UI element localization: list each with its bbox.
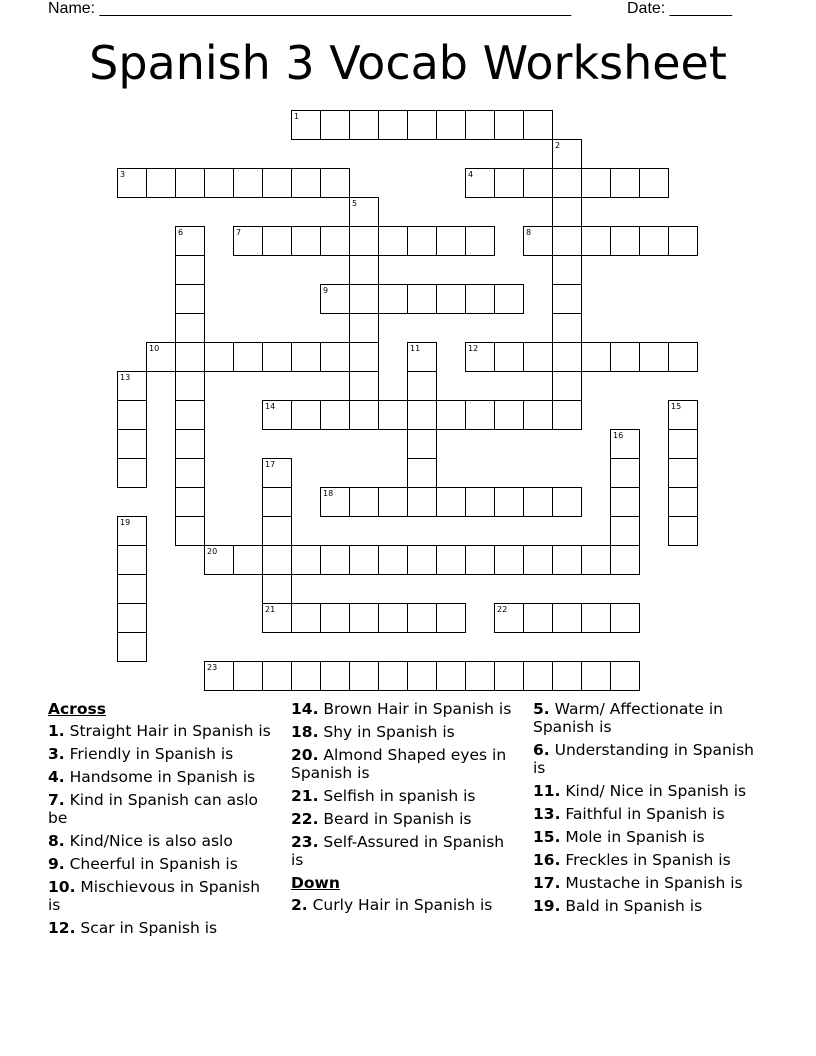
clue-number-label: 10. [48,878,76,896]
grid-cell[interactable] [552,255,582,285]
grid-cell[interactable] [407,458,437,488]
clue-number-label: 9. [48,855,65,873]
grid-cell[interactable] [552,400,582,430]
clue-item [291,723,516,741]
grid-cell[interactable] [349,197,379,227]
grid-cell[interactable] [407,545,437,575]
clue-number-label: 8. [48,832,65,850]
grid-cell[interactable] [204,168,234,198]
grid-cell[interactable] [117,632,147,662]
clue-number: 2 [555,141,561,150]
grid-cell[interactable] [233,168,263,198]
grid-cell[interactable] [494,545,524,575]
grid-cell[interactable] [233,545,263,575]
grid-cell[interactable] [465,168,495,198]
clue-number: 19 [120,518,131,527]
clue-number: 1 [294,112,300,121]
grid-cell[interactable] [349,226,379,256]
clue-text: Selfish in spanish is [318,787,476,805]
name-field[interactable]: Name: _____________________________________________________ [48,0,572,17]
grid-cell[interactable] [262,545,292,575]
clue-number: 11 [410,344,421,353]
clue-text: Handsome in Spanish is [64,768,256,786]
grid-cell[interactable] [581,545,611,575]
grid-cell[interactable] [407,110,437,140]
grid-cell[interactable] [581,603,611,633]
grid-cell[interactable] [465,226,495,256]
clue-number: 10 [149,344,160,353]
clue-text: Self-Assured in Spanish is [291,833,505,869]
grid-cell[interactable] [320,342,350,372]
grid-cell[interactable] [204,342,234,372]
grid-cell[interactable] [349,313,379,343]
grid-cell[interactable] [320,226,350,256]
clue-item [533,828,768,846]
grid-cell[interactable] [378,661,408,691]
grid-cell[interactable] [581,661,611,691]
clue-item [48,722,273,740]
grid-cell[interactable] [175,313,205,343]
clue-number: 5 [352,199,358,208]
grid-cell[interactable] [610,168,640,198]
grid-cell[interactable] [117,574,147,604]
grid-cell[interactable] [407,603,437,633]
grid-cell[interactable] [436,603,466,633]
clue-number: 20 [207,547,218,556]
grid-cell[interactable] [320,168,350,198]
clue-text: Faithful in Spanish is [560,805,725,823]
clue-text: Almond Shaped eyes in Spanish is [291,746,507,782]
clue-item [48,832,273,850]
clue-number: 14 [265,402,276,411]
clue-text: Kind in Spanish can aslo be [48,791,258,827]
clue-text: Shy in Spanish is [318,723,455,741]
clue-number: 4 [468,170,474,179]
grid-cell[interactable] [407,284,437,314]
grid-cell[interactable] [291,342,321,372]
grid-cell[interactable] [465,487,495,517]
clue-number-label: 1. [48,722,65,740]
clue-item [48,768,273,786]
grid-cell[interactable] [262,226,292,256]
grid-cell[interactable] [552,197,582,227]
grid-cell[interactable] [262,458,292,488]
grid-cell[interactable] [262,516,292,546]
grid-cell[interactable] [262,168,292,198]
clue-item [291,700,516,718]
grid-cell[interactable] [349,371,379,401]
grid-cell[interactable] [175,400,205,430]
grid-cell[interactable] [610,226,640,256]
grid-cell[interactable] [436,661,466,691]
clue-item [48,878,273,914]
grid-cell[interactable] [407,342,437,372]
grid-cell[interactable] [233,342,263,372]
clue-text: Freckles in Spanish is [560,851,731,869]
grid-cell[interactable] [291,110,321,140]
grid-cell[interactable] [146,342,176,372]
clue-item [533,851,768,869]
grid-cell[interactable] [378,284,408,314]
grid-cell[interactable] [494,284,524,314]
grid-cell[interactable] [349,255,379,285]
grid-cell[interactable] [378,545,408,575]
grid-cell[interactable] [639,168,669,198]
grid-cell[interactable] [668,400,698,430]
grid-cell[interactable] [349,400,379,430]
grid-cell[interactable] [581,168,611,198]
grid-cell[interactable] [117,458,147,488]
grid-cell[interactable] [523,168,553,198]
grid-cell[interactable] [668,342,698,372]
grid-cell[interactable] [465,400,495,430]
grid-cell[interactable] [610,603,640,633]
clue-item [533,874,768,892]
grid-cell[interactable] [523,545,553,575]
grid-cell[interactable] [436,545,466,575]
clue-item [533,897,768,915]
clue-text: Scar in Spanish is [75,919,218,937]
grid-cell[interactable] [175,429,205,459]
grid-cell[interactable] [175,226,205,256]
grid-cell[interactable] [117,168,147,198]
clue-text: Mustache in Spanish is [560,874,743,892]
grid-cell[interactable] [465,342,495,372]
clue-item [48,791,273,827]
clue-number: 13 [120,373,131,382]
clue-text: Kind/Nice is also aslo [64,832,233,850]
grid-cell[interactable] [436,226,466,256]
grid-cell[interactable] [523,661,553,691]
clue-item [48,855,273,873]
clue-item [291,810,516,828]
grid-cell[interactable] [465,545,495,575]
clue-column-2 [291,700,516,919]
grid-cell[interactable] [465,110,495,140]
grid-cell[interactable] [262,661,292,691]
grid-cell[interactable] [175,255,205,285]
grid-cell[interactable] [494,603,524,633]
grid-cell[interactable] [436,284,466,314]
grid-cell[interactable] [552,603,582,633]
grid-cell[interactable] [349,487,379,517]
clue-text: Curly Hair in Spanish is [307,896,493,914]
grid-cell[interactable] [291,661,321,691]
clue-text: Mole in Spanish is [560,828,705,846]
clue-number: 15 [671,402,682,411]
grid-cell[interactable] [320,284,350,314]
grid-cell[interactable] [349,284,379,314]
grid-cell[interactable] [552,661,582,691]
grid-cell[interactable] [552,139,582,169]
clue-item [291,833,516,869]
clue-item [533,782,768,800]
grid-cell[interactable] [668,226,698,256]
clue-item [533,741,768,777]
grid-cell[interactable] [117,603,147,633]
clue-text: Friendly in Spanish is [64,745,234,763]
clue-column-1 [48,700,273,942]
clue-text: Beard in Spanish is [318,810,472,828]
grid-cell[interactable] [320,545,350,575]
clue-number: 8 [526,228,532,237]
clue-number: 23 [207,663,218,672]
clue-number: 3 [120,170,126,179]
date-field[interactable]: Date: _______ [627,0,732,17]
grid-cell[interactable] [552,313,582,343]
grid-cell[interactable] [262,574,292,604]
grid-cell[interactable] [175,284,205,314]
clue-text: Mischievous in Spanish is [48,878,261,914]
clue-number-label: 16. [533,851,561,869]
grid-cell[interactable] [349,342,379,372]
grid-cell[interactable] [320,603,350,633]
clue-text: Understanding in Spanish is [533,741,755,777]
grid-cell[interactable] [262,603,292,633]
clue-number-label: 12. [48,919,76,937]
grid-cell[interactable] [668,429,698,459]
clue-number-label: 23. [291,833,319,851]
grid-cell[interactable] [262,342,292,372]
grid-cell[interactable] [668,516,698,546]
grid-cell[interactable] [436,487,466,517]
clue-text: Bald in Spanish is [560,897,703,915]
grid-cell[interactable] [552,284,582,314]
grid-cell[interactable] [581,342,611,372]
grid-cell[interactable] [523,400,553,430]
clue-number-label: 2. [291,896,308,914]
grid-cell[interactable] [436,110,466,140]
clue-text: Warm/ Affectionate in Spanish is [533,700,723,736]
clue-number-label: 19. [533,897,561,915]
grid-cell[interactable] [175,342,205,372]
grid-cell[interactable] [523,603,553,633]
grid-cell[interactable] [610,661,640,691]
grid-cell[interactable] [175,487,205,517]
grid-cell[interactable] [262,487,292,517]
clue-number: 7 [236,228,242,237]
clue-number: 6 [178,228,184,237]
clue-item [291,896,516,914]
grid-cell[interactable] [233,661,263,691]
grid-cell[interactable] [378,487,408,517]
clue-number: 18 [323,489,334,498]
clue-number-label: 14. [291,700,319,718]
clue-number: 12 [468,344,479,353]
clue-number-label: 11. [533,782,561,800]
clue-number: 9 [323,286,329,295]
across-heading: Across [48,700,106,718]
grid-cell[interactable] [552,226,582,256]
grid-cell[interactable] [117,400,147,430]
clue-number-label: 17. [533,874,561,892]
grid-cell[interactable] [291,400,321,430]
grid-cell[interactable] [407,429,437,459]
grid-cell[interactable] [494,661,524,691]
grid-cell[interactable] [523,110,553,140]
clue-number: 16 [613,431,624,440]
grid-cell[interactable] [175,458,205,488]
grid-cell[interactable] [378,226,408,256]
grid-cell[interactable] [639,226,669,256]
clue-number-label: 21. [291,787,319,805]
grid-cell[interactable] [523,226,553,256]
grid-cell[interactable] [610,458,640,488]
grid-cell[interactable] [146,168,176,198]
clue-number: 22 [497,605,508,614]
grid-cell[interactable] [378,603,408,633]
down-heading: Down [291,874,340,892]
grid-cell[interactable] [320,487,350,517]
clue-item [291,746,516,782]
grid-cell[interactable] [494,400,524,430]
grid-cell[interactable] [610,429,640,459]
grid-cell[interactable] [349,545,379,575]
clue-number-label: 6. [533,741,550,759]
clue-text: Kind/ Nice in Spanish is [560,782,747,800]
grid-cell[interactable] [552,487,582,517]
grid-cell[interactable] [639,342,669,372]
grid-cell[interactable] [581,226,611,256]
grid-cell[interactable] [610,516,640,546]
grid-cell[interactable] [291,603,321,633]
grid-cell[interactable] [291,226,321,256]
grid-cell[interactable] [523,342,553,372]
grid-cell[interactable] [117,371,147,401]
grid-cell[interactable] [117,516,147,546]
page-title: Spanish 3 Vocab Worksheet [89,36,727,90]
grid-cell[interactable] [668,458,698,488]
clue-number-label: 13. [533,805,561,823]
grid-cell[interactable] [349,603,379,633]
grid-cell[interactable] [291,168,321,198]
grid-cell[interactable] [320,110,350,140]
grid-cell[interactable] [233,226,263,256]
clue-number: 17 [265,460,276,469]
grid-cell[interactable] [552,371,582,401]
grid-cell[interactable] [175,168,205,198]
grid-cell[interactable] [610,487,640,517]
grid-cell[interactable] [494,168,524,198]
grid-cell[interactable] [407,661,437,691]
clue-column-3 [533,700,768,920]
clue-item [48,919,273,937]
clue-item [48,745,273,763]
grid-cell[interactable] [465,284,495,314]
clue-number-label: 7. [48,791,65,809]
clue-number-label: 18. [291,723,319,741]
grid-cell[interactable] [523,487,553,517]
grid-cell[interactable] [436,400,466,430]
grid-cell[interactable] [117,545,147,575]
grid-cell[interactable] [320,400,350,430]
grid-cell[interactable] [204,661,234,691]
grid-cell[interactable] [494,110,524,140]
grid-cell[interactable] [349,110,379,140]
grid-cell[interactable] [175,371,205,401]
grid-cell[interactable] [378,400,408,430]
clue-item [291,787,516,805]
clue-number-label: 5. [533,700,550,718]
grid-cell[interactable] [407,400,437,430]
clue-text: Straight Hair in Spanish is [64,722,271,740]
grid-cell[interactable] [407,226,437,256]
grid-cell[interactable] [204,545,234,575]
clue-text: Cheerful in Spanish is [64,855,238,873]
clue-number-label: 4. [48,768,65,786]
clue-number: 21 [265,605,276,614]
grid-cell[interactable] [117,429,147,459]
grid-cell[interactable] [610,545,640,575]
clue-text: Brown Hair in Spanish is [318,700,512,718]
clue-number-label: 22. [291,810,319,828]
grid-cell[interactable] [552,342,582,372]
grid-cell[interactable] [552,545,582,575]
grid-cell[interactable] [175,516,205,546]
grid-cell[interactable] [668,487,698,517]
grid-cell[interactable] [291,545,321,575]
grid-cell[interactable] [552,168,582,198]
clue-number-label: 3. [48,745,65,763]
grid-cell[interactable] [407,487,437,517]
grid-cell[interactable] [465,661,495,691]
grid-cell[interactable] [378,110,408,140]
grid-cell[interactable] [494,487,524,517]
grid-cell[interactable] [262,400,292,430]
clue-number-label: 20. [291,746,319,764]
clue-item [533,805,768,823]
clue-number-label: 15. [533,828,561,846]
clue-item [533,700,768,736]
grid-cell[interactable] [407,371,437,401]
grid-cell[interactable] [494,342,524,372]
grid-cell[interactable] [610,342,640,372]
grid-cell[interactable] [349,661,379,691]
grid-cell[interactable] [320,661,350,691]
